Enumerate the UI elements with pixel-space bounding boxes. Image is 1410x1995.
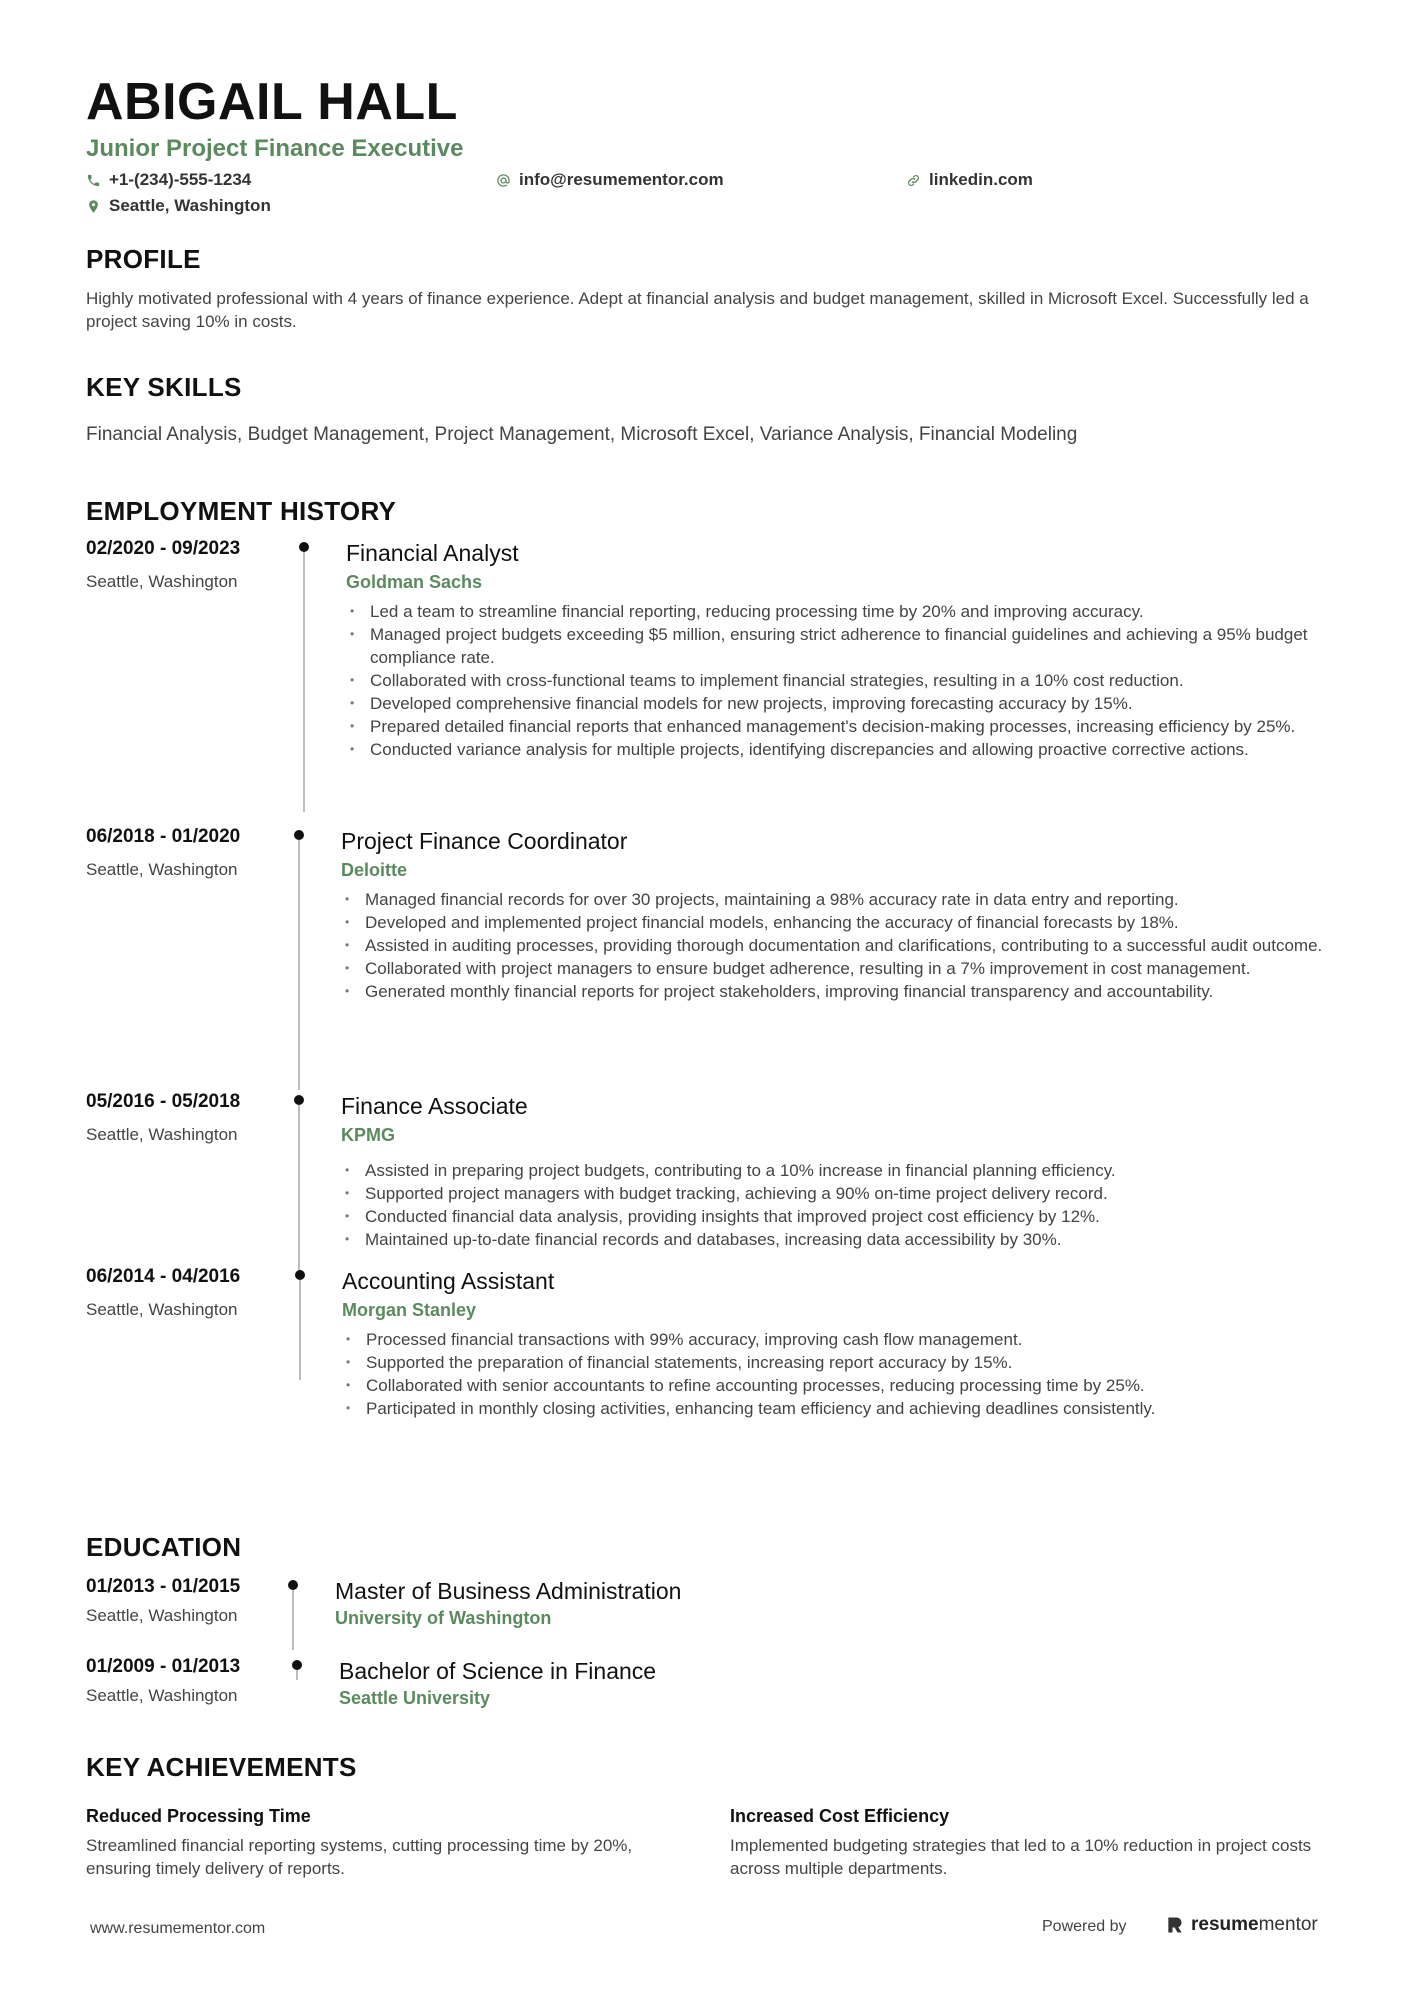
education-degree: Master of Business Administration	[335, 1578, 682, 1604]
job-bullet: • Processed financial transactions with 99% accuracy, improving cash flow management.	[342, 1328, 1326, 1351]
job-bullets	[346, 600, 1326, 761]
education-dates: 01/2009 - 01/2013	[86, 1656, 241, 1677]
location-pin-icon	[86, 199, 101, 214]
job-bullet: • Generated monthly financial reports for project stakeholders, improving financial transparency and accountability.	[341, 980, 1326, 1003]
job-bullet: • Managed financial records for over 30 projects, maintaining a 98% accuracy rate in data entry and reporting.	[341, 888, 1326, 911]
job-bullet: • Developed comprehensive financial models for new projects, improving forecasting accuracy by 15%.	[346, 692, 1326, 715]
candidate-name: ABIGAIL HALL	[86, 73, 458, 131]
education-content	[339, 1656, 1325, 1710]
contact-phone	[86, 168, 496, 192]
job-bullet: • Supported the preparation of financial statements, increasing report accuracy by 15%.	[342, 1351, 1326, 1374]
education-school: University of Washington	[335, 1608, 552, 1628]
education-content	[335, 1576, 1325, 1630]
job-content	[341, 826, 1326, 1003]
job-bullet: • Managed project budgets exceeding $5 million, ensuring strict adherence to financial guidelines and achieving a 95% budget compliance rate.	[346, 623, 1326, 669]
job-content	[342, 1266, 1326, 1420]
job-bullet: • Supported project managers with budget tracking, achieving a 90% on-time project delivery record.	[341, 1182, 1326, 1205]
achievement-text: Streamlined financial reporting systems, cutting processing time by 20%, ensuring timely delivery of reports.	[86, 1836, 633, 1878]
achievements-section	[86, 1752, 1326, 1878]
job-bullet: • Collaborated with cross-functional teams to implement financial strategies, resulting in a 10% cost reduction.	[346, 669, 1326, 692]
job-role: Accounting Assistant	[342, 1268, 555, 1294]
job-bullets	[342, 1328, 1326, 1420]
achievement-item	[730, 1804, 1320, 1880]
brand-bold-text: resume	[1191, 1914, 1259, 1935]
job-bullet: • Developed and implemented project financial models, enhancing the accuracy of financial forecasts by 18%.	[341, 911, 1326, 934]
phone-text: +1-(234)-555-1234	[109, 170, 252, 189]
candidate-title: Junior Project Finance Executive	[86, 135, 464, 162]
education-section	[86, 1532, 1326, 1708]
job-dates: 06/2014 - 04/2016	[86, 1266, 241, 1287]
job-content	[341, 1091, 1326, 1251]
profile-text: Highly motivated professional with 4 years of finance experience. Adept at financial analysis and budget management, skilled in Microsoft Excel. Successfully led a project saving 10% in costs.	[86, 289, 1309, 331]
phone-icon	[86, 173, 101, 188]
email-text[interactable]: info@resumementor.com	[519, 170, 724, 189]
contact-location	[86, 194, 271, 218]
job-bullet: • Prepared detailed financial reports that enhanced management's decision-making processes, increasing efficiency by 25%.	[346, 715, 1326, 738]
job-bullet: • Participated in monthly closing activities, enhancing team efficiency and achieving deadlines consistently.	[342, 1397, 1326, 1420]
contact-linkedin[interactable]	[906, 168, 1033, 192]
job-company: Goldman Sachs	[346, 572, 483, 592]
skills-section	[86, 372, 1326, 446]
job-location: Seattle, Washington	[86, 860, 238, 879]
brand-logo[interactable]	[1165, 1914, 1318, 1936]
employment-section	[86, 496, 1326, 1418]
timeline-line	[303, 552, 305, 812]
contact-row-1	[86, 168, 1326, 192]
job-bullet: • Maintained up-to-date financial records and databases, increasing data accessibility by 30%.	[341, 1228, 1326, 1251]
contact-email[interactable]	[496, 168, 906, 192]
job-location: Seattle, Washington	[86, 1125, 238, 1144]
education-school: Seattle University	[339, 1688, 491, 1708]
brand-light-text: mentor	[1258, 1914, 1318, 1935]
resume-header	[86, 72, 1326, 218]
skills-heading: KEY SKILLS	[86, 372, 242, 402]
achievement-text: Implemented budgeting strategies that led to a 10% reduction in project costs across multiple departments.	[730, 1836, 1312, 1878]
education-dates: 01/2013 - 01/2015	[86, 1576, 241, 1597]
location-text: Seattle, Washington	[109, 196, 271, 215]
job-bullet: • Conducted variance analysis for multiple projects, identifying discrepancies and allowing proactive corrective actions.	[346, 738, 1326, 761]
job-company: KPMG	[341, 1125, 395, 1145]
achievement-title: Increased Cost Efficiency	[730, 1806, 950, 1826]
education-location: Seattle, Washington	[86, 1606, 238, 1625]
job-role: Project Finance Coordinator	[341, 828, 628, 854]
timeline-dot	[299, 542, 309, 552]
employment-heading: EMPLOYMENT HISTORY	[86, 496, 397, 526]
job-dates: 02/2020 - 09/2023	[86, 538, 241, 559]
job-dates: 06/2018 - 01/2020	[86, 826, 241, 847]
achievements-heading: KEY ACHIEVEMENTS	[86, 1752, 357, 1782]
powered-by-label: Powered by	[1042, 1918, 1127, 1935]
job-role: Financial Analyst	[346, 540, 519, 566]
timeline-line	[299, 1280, 301, 1380]
education-location: Seattle, Washington	[86, 1686, 238, 1705]
job-bullet: • Collaborated with project managers to ensure budget adherence, resulting in a 7% improvement in cost management.	[341, 957, 1326, 980]
job-bullet: • Collaborated with senior accountants to refine accounting processes, reducing processing time by 25%.	[342, 1374, 1326, 1397]
job-bullets	[341, 1159, 1326, 1251]
timeline-line	[298, 1105, 300, 1271]
job-company: Morgan Stanley	[342, 1300, 477, 1320]
contact-row-2	[86, 194, 1326, 218]
timeline-line	[292, 1590, 294, 1650]
linkedin-text[interactable]: linkedin.com	[929, 170, 1033, 189]
footer-url[interactable]: www.resumementor.com	[90, 1920, 266, 1937]
timeline-dot	[288, 1580, 298, 1590]
job-content	[346, 538, 1326, 761]
achievement-item	[86, 1804, 676, 1880]
timeline-dot	[294, 1095, 304, 1105]
timeline-dot	[294, 830, 304, 840]
job-company: Deloitte	[341, 860, 408, 880]
timeline-dot	[292, 1660, 302, 1670]
job-location: Seattle, Washington	[86, 572, 238, 591]
job-bullet: • Led a team to streamline financial reporting, reducing processing time by 20% and improving accuracy.	[346, 600, 1326, 623]
education-degree: Bachelor of Science in Finance	[339, 1658, 657, 1684]
resumementor-logo-icon	[1165, 1915, 1185, 1935]
job-role: Finance Associate	[341, 1093, 528, 1119]
resume-page	[86, 72, 1326, 1878]
link-icon	[906, 173, 921, 188]
skills-text: Financial Analysis, Budget Management, Project Management, Microsoft Excel, Variance Analysis, Financial Modeling	[86, 424, 1078, 445]
job-bullets	[341, 888, 1326, 1003]
job-bullet: • Assisted in auditing processes, providing thorough documentation and clarifications, contributing to a successful audit outcome.	[341, 934, 1326, 957]
education-heading: EDUCATION	[86, 1532, 242, 1562]
at-icon	[496, 173, 511, 188]
job-bullet: • Assisted in preparing project budgets, contributing to a 10% increase in financial planning efficiency.	[341, 1159, 1326, 1182]
page-footer	[90, 1916, 1326, 1946]
job-bullet: • Conducted financial data analysis, providing insights that improved project cost efficiency by 12%.	[341, 1205, 1326, 1228]
timeline-line	[298, 840, 300, 1090]
timeline-dot	[295, 1270, 305, 1280]
profile-section	[86, 244, 1326, 333]
timeline-line	[296, 1670, 298, 1680]
job-location: Seattle, Washington	[86, 1300, 238, 1319]
job-dates: 05/2016 - 05/2018	[86, 1091, 241, 1112]
profile-heading: PROFILE	[86, 244, 201, 274]
achievement-title: Reduced Processing Time	[86, 1806, 311, 1826]
